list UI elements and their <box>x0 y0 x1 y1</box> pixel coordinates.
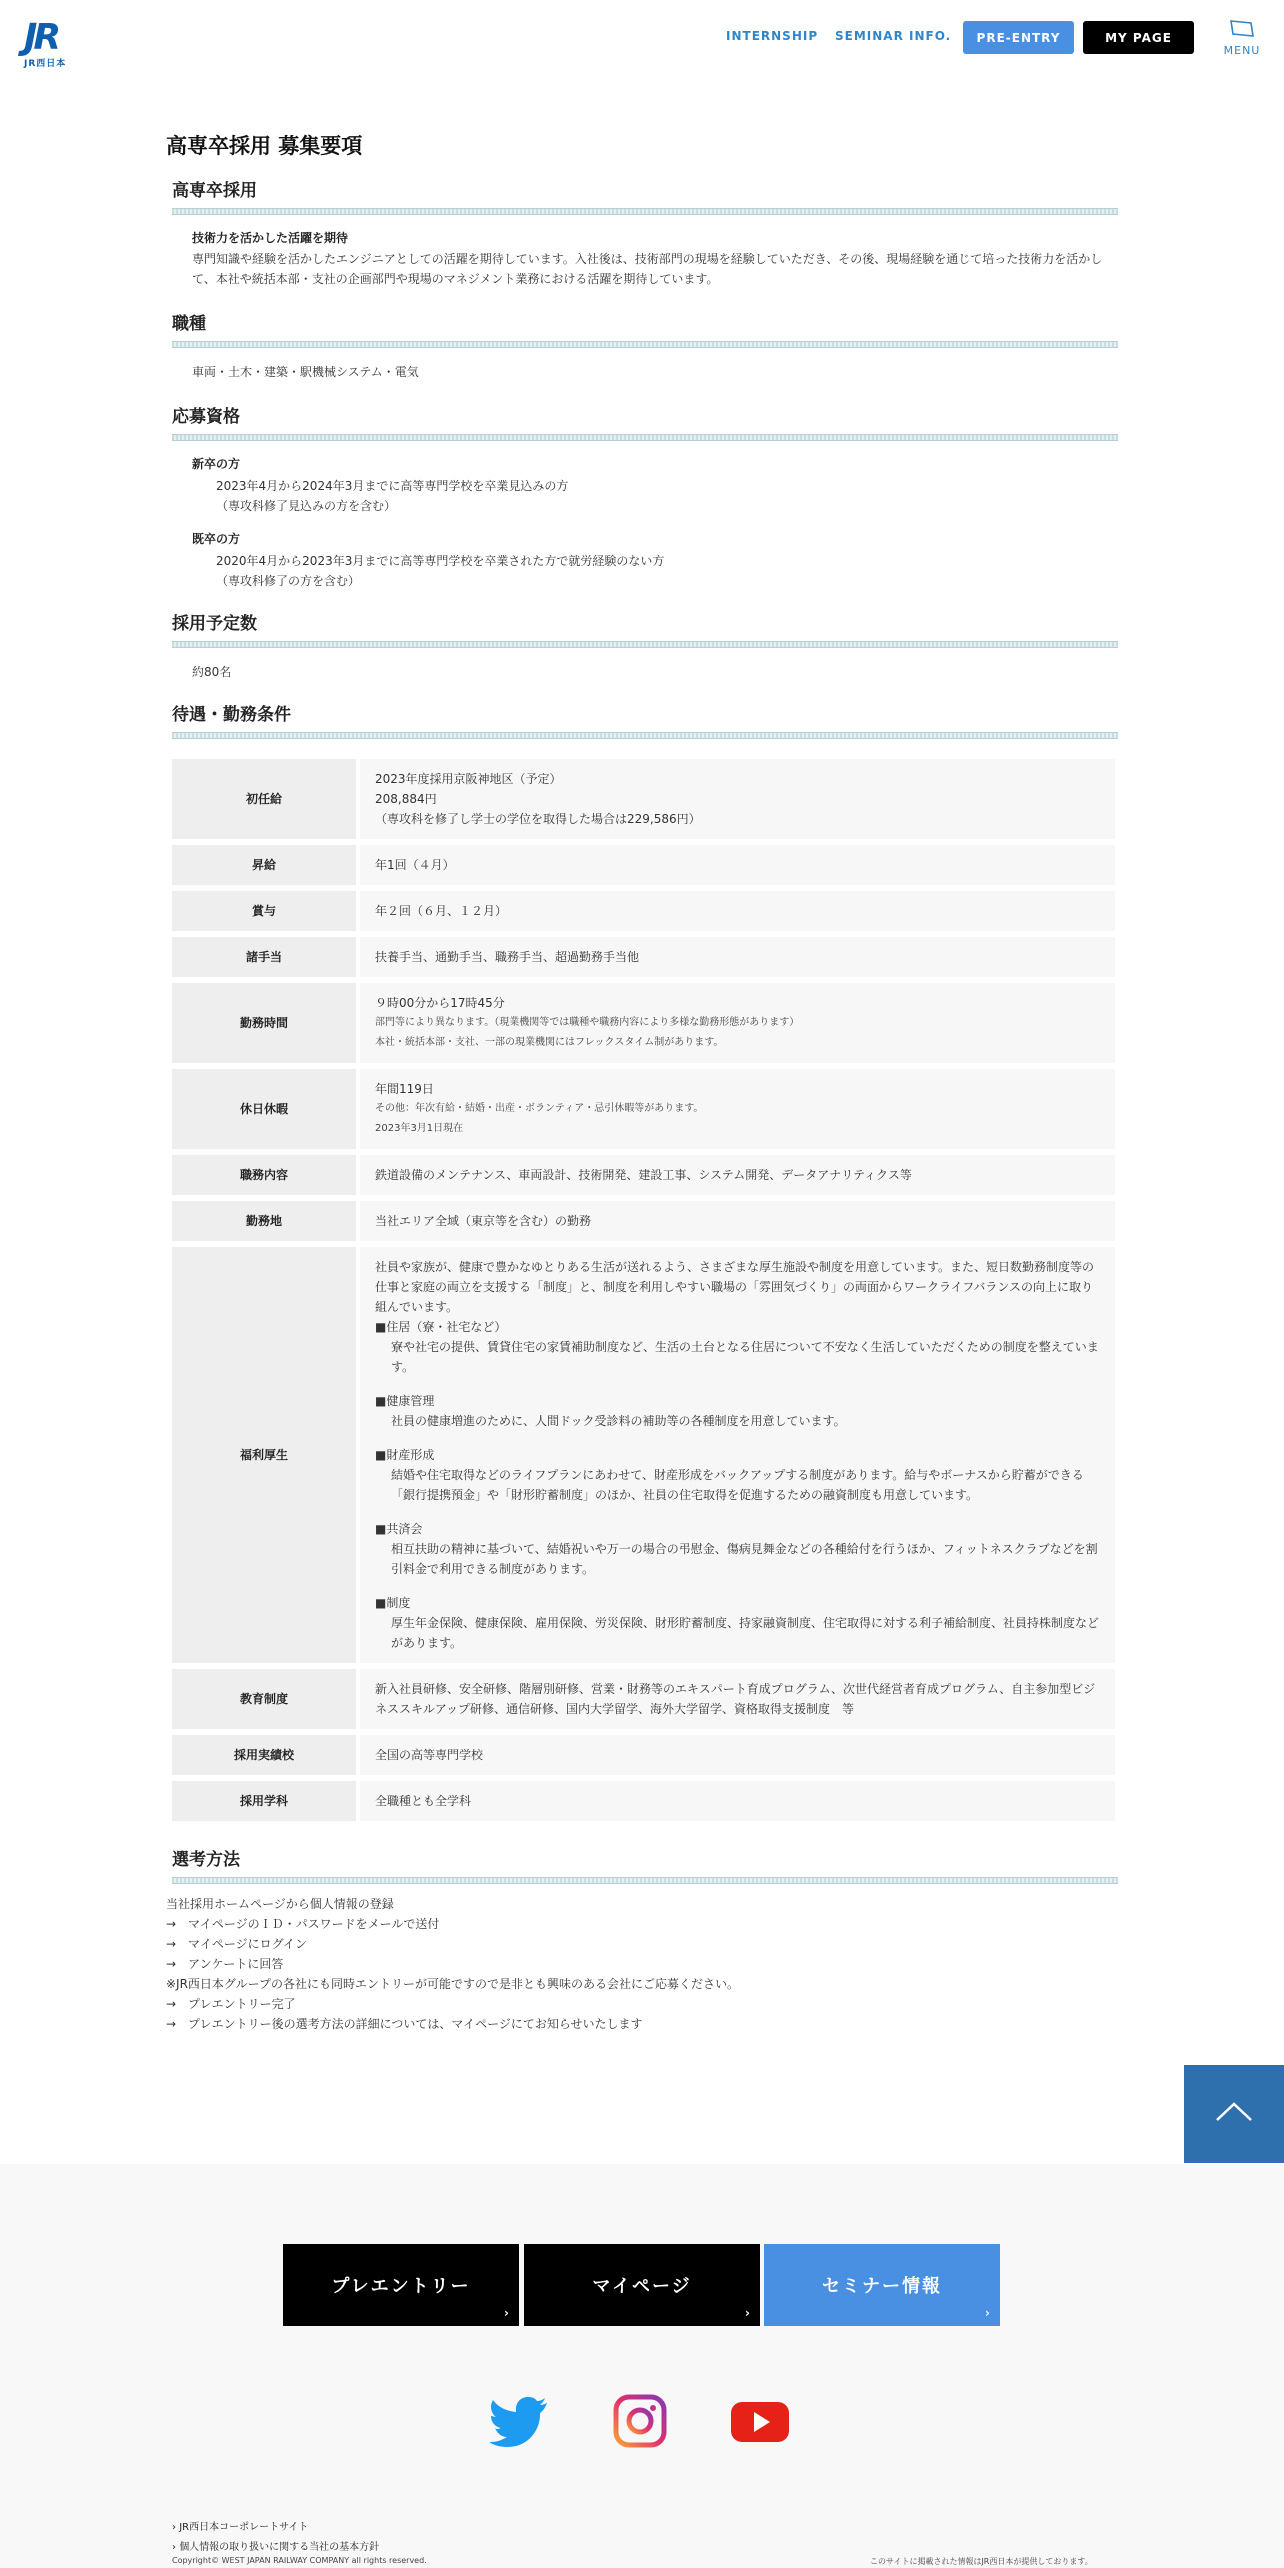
row-value <box>356 1069 1115 1149</box>
table-row <box>172 1155 1115 1195</box>
row-value: 年２回（６月、１２月） <box>356 891 1115 931</box>
section-selection <box>166 1845 1118 2034</box>
salary-region: 2023年度採用京阪神地区（予定） <box>375 772 562 786</box>
menu-label: MENU <box>1223 44 1261 57</box>
welfare-item-text: 社員の健康増進のために、人間ドック受診料の補助等の各種制度を用意しています。 <box>391 1414 846 1428</box>
section-heading: 応募資格 <box>172 407 240 427</box>
welfare-intro: 仕事と家庭の両立を支援する「制度」と、制度を利用しやすい職場の「雰囲気づくり」の両面からワークライフバランスの向上に取り <box>375 1280 1093 1294</box>
section-heading: 選考方法 <box>172 1850 240 1870</box>
row-label: 勤務地 <box>172 1201 356 1241</box>
welfare-item-text: 結婚や住宅取得などのライフプランにあわせて、財産形成をバックアップする制度があります。給与やボーナスから貯蓄ができる <box>391 1468 1084 1482</box>
section-divider <box>172 341 1118 348</box>
subheading: 新卒の方 <box>192 457 241 471</box>
row-label: 初任給 <box>172 759 356 839</box>
table-row <box>172 845 1115 885</box>
menu-flag-icon <box>1229 20 1255 38</box>
welfare-item-text: 厚生年金保険、健康保険、雇用保険、労災保険、財形貯蓄制度、持家融資制度、住宅取得に対する利子補給制度、社員持株制度など <box>391 1616 1100 1630</box>
section-heading: 待遇・勤務条件 <box>172 705 291 725</box>
instagram-icon[interactable] <box>610 2394 670 2450</box>
hours-note: 部門等により異なります。（現業機関等では職種や職務内容により多様な勤務形態があります） <box>375 1017 800 1028</box>
welfare-item-heading: ■健康管理 <box>375 1394 435 1408</box>
table-row <box>172 983 1115 1063</box>
selection-step: 当社採用ホームページから個人情報の登録 <box>166 1897 394 1911</box>
site-footer <box>0 2164 1284 2568</box>
welfare-item-text: す。 <box>391 1360 415 1374</box>
conditions-table <box>172 753 1115 1827</box>
row-value <box>356 759 1115 839</box>
row-value: 全職種とも全学科 <box>356 1781 1115 1821</box>
chevron-right-icon: › <box>745 2306 752 2320</box>
row-value <box>356 1669 1115 1729</box>
row-label: 勤務時間 <box>172 983 356 1063</box>
welfare-item-heading: ■共済会 <box>375 1522 423 1536</box>
row-label: 賞与 <box>172 891 356 931</box>
section-qualification <box>166 402 1118 591</box>
holiday-main: 年間119日 <box>375 1082 434 1096</box>
section-divider <box>172 1877 1118 1884</box>
edu-text: 新入社員研修、安全研修、階層別研修、営業・財務等のエキスパート育成プログラム、次世代経営者育成プログラム、自主参加型ビジ <box>375 1682 1096 1696</box>
section-heading: 職種 <box>172 314 206 334</box>
body-text: （専攻科修了見込みの方を含む） <box>216 499 397 513</box>
salary-amount: 208,884円 <box>375 792 437 806</box>
youtube-icon[interactable] <box>730 2394 790 2450</box>
section-divider <box>172 732 1118 739</box>
row-label: 諸手当 <box>172 937 356 977</box>
row-label: 福利厚生 <box>172 1247 356 1663</box>
section-conditions <box>166 700 1118 1827</box>
table-row <box>172 937 1115 977</box>
section-kosen-recruit <box>166 176 1118 289</box>
chevron-right-icon: › <box>504 2306 511 2320</box>
section-divider <box>172 641 1118 648</box>
body-text: 2020年4月から2023年3月までに高等専門学校を卒業された方で就労経験のない方 <box>216 554 665 568</box>
body-text: て、本社や統括本部・支社の企画部門や現場のマネジメント業務における活躍を期待しています。 <box>192 272 719 286</box>
chevron-right-icon: › <box>985 2306 992 2320</box>
table-row <box>172 1247 1115 1663</box>
selection-step: → マイページのＩＤ・パスワードをメールで送付 <box>166 1917 440 1931</box>
welfare-intro: 社員や家族が、健康で豊かなゆとりある生活が送れるよう、さまざまな厚生施設や制度を用意しています。また、短日数勤務制度等の <box>375 1260 1095 1274</box>
main-content <box>166 130 1118 2034</box>
table-row <box>172 1669 1115 1729</box>
row-value <box>356 983 1115 1063</box>
row-label: 職務内容 <box>172 1155 356 1195</box>
chevron-up-icon <box>1184 2065 1284 2163</box>
footer-link-privacy[interactable]: › 個人情報の取り扱いに関する当社の基本方針 <box>172 2542 380 2553</box>
section-heading: 高専卒採用 <box>172 181 257 201</box>
section-divider <box>172 208 1118 215</box>
section-divider <box>172 434 1118 441</box>
nav-seminar-link[interactable]: SEMINAR INFO. <box>835 29 952 43</box>
footer-link-corporate[interactable]: › JR西日本コーポレートサイト <box>172 2522 309 2533</box>
body-text: 車両・土木・建築・駅機械システム・電気 <box>192 365 419 379</box>
subheading: 技術力を活かした活躍を期待 <box>192 231 349 245</box>
footer-pre-entry-button[interactable] <box>283 2244 519 2326</box>
selection-step: → プレエントリー後の選考方法の詳細については、マイページにてお知らせいたします <box>166 2017 643 2031</box>
body-text: 専門知識や経験を活かしたエンジニアとしての活躍を期待しています。入社後は、技術部門の現場を経験していただき、その後、現場経験を通じて培った技術力を活かし <box>192 252 1103 266</box>
row-value <box>356 1247 1115 1663</box>
menu-button[interactable] <box>1222 20 1262 57</box>
page-title: 高専卒採用 募集要項 <box>166 133 363 158</box>
welfare-item-heading: ■財産形成 <box>375 1448 435 1462</box>
section-heading: 採用予定数 <box>172 614 257 634</box>
hours-main: ９時00分から17時45分 <box>375 996 505 1010</box>
table-row <box>172 1735 1115 1775</box>
selection-step: → プレエントリー完了 <box>166 1997 296 2011</box>
welfare-item-text: 寮や社宅の提供、賃貸住宅の家賃補助制度など、生活の土台となる住居について不安なく生活していただくための制度を整えていま <box>391 1340 1099 1354</box>
table-row <box>172 759 1115 839</box>
pre-entry-button[interactable]: PRE-ENTRY <box>963 21 1074 54</box>
row-label: 採用実績校 <box>172 1735 356 1775</box>
logo-mark: JR <box>24 17 58 58</box>
logo-caption: JR西日本 <box>24 59 67 69</box>
selection-note: ※JR西日本グループの各社にも同時エントリーが可能ですので是非とも興味のある会社にご応募ください。 <box>166 1977 739 1991</box>
button-label: セミナー情報 <box>822 2276 942 2297</box>
welfare-item-text: 「銀行提携預金」や「財形貯蓄制度」のほか、社員の住宅取得を促進するための融資制度も用意しています。 <box>391 1488 979 1502</box>
welfare-intro: 組んでいます。 <box>375 1300 459 1314</box>
jr-west-logo[interactable] <box>24 17 90 69</box>
selection-step: → アンケートに回答 <box>166 1957 284 1971</box>
table-row <box>172 1781 1115 1821</box>
row-label: 昇給 <box>172 845 356 885</box>
holiday-note: その他：年次有給・結婚・出産・ボランティア・忌引休暇等があります。 <box>375 1103 704 1114</box>
edu-text: ネススキルアップ研修、通信研修、国内大学留学、海外大学留学、資格取得支援制度 等 <box>375 1702 855 1716</box>
body-text: 約80名 <box>192 665 232 679</box>
section-planned-hires <box>166 609 1118 682</box>
selection-step: → マイページにログイン <box>166 1937 307 1951</box>
body-text: 2023年4月から2024年3月までに高等専門学校を卒業見込みの方 <box>216 479 569 493</box>
table-row <box>172 1201 1115 1241</box>
twitter-icon[interactable] <box>490 2394 550 2450</box>
nav-internship-link[interactable]: INTERNSHIP <box>726 29 819 43</box>
footer-links <box>172 2518 379 2558</box>
row-value: 扶養手当、通勤手当、職務手当、超過勤務手当他 <box>356 937 1115 977</box>
row-value: 全国の高等専門学校 <box>356 1735 1115 1775</box>
subheading: 既卒の方 <box>192 532 241 546</box>
row-value: 鉄道設備のメンテナンス、車両設計、技術開発、建設工事、システム開発、データアナリティクス等 <box>356 1155 1115 1195</box>
holiday-date: 2023年3月1日現在 <box>375 1123 464 1134</box>
scroll-top-button[interactable] <box>1184 2065 1284 2163</box>
row-label: 教育制度 <box>172 1669 356 1729</box>
site-header <box>0 0 1284 80</box>
welfare-item-heading: ■住居（寮・社宅など） <box>375 1320 507 1334</box>
body-text: （専攻科修了の方を含む） <box>216 574 361 588</box>
copyright: Copyright© WEST JAPAN RAILWAY COMPANY all rights reserved. <box>172 2556 427 2565</box>
my-page-button[interactable]: MY PAGE <box>1083 21 1194 54</box>
table-row <box>172 1069 1115 1149</box>
table-row <box>172 891 1115 931</box>
button-label: マイページ <box>592 2276 692 2297</box>
section-job-type <box>166 309 1118 382</box>
footer-seminar-button[interactable] <box>764 2244 1000 2326</box>
welfare-item-text: 引料金で利用できる制度があります。 <box>391 1562 595 1576</box>
salary-note: （専攻科を修了し学士の学位を取得した場合は229,586円） <box>375 812 701 826</box>
footer-note: このサイトに掲載された情報はJR西日本が提供しております。 <box>870 2557 1093 2566</box>
welfare-item-heading: ■制度 <box>375 1596 411 1610</box>
button-label: プレエントリー <box>331 2276 471 2297</box>
link-text: JR西日本コーポレートサイト <box>179 2522 309 2533</box>
row-label: 採用学科 <box>172 1781 356 1821</box>
row-value: 年1回（４月） <box>356 845 1115 885</box>
row-label: 休日休暇 <box>172 1069 356 1149</box>
footer-my-page-button[interactable] <box>524 2244 760 2326</box>
hours-note: 本社・統括本部・支社、一部の現業機関にはフレックスタイム制があります。 <box>375 1037 724 1048</box>
row-value: 当社エリア全域（東京等を含む）の勤務 <box>356 1201 1115 1241</box>
welfare-item-text: 相互扶助の精神に基づいて、結婚祝いや万一の場合の弔慰金、傷病見舞金などの各種給付を行うほか、フィットネスクラブなどを割 <box>391 1542 1098 1556</box>
welfare-item-text: があります。 <box>391 1636 463 1650</box>
link-text: 個人情報の取り扱いに関する当社の基本方針 <box>179 2542 380 2553</box>
